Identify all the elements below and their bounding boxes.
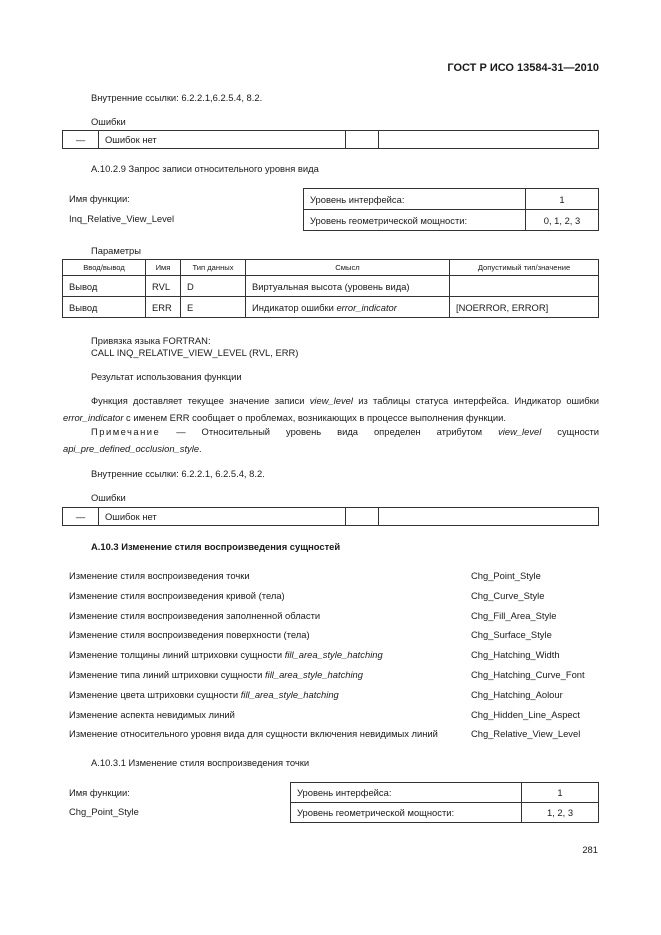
param-allowed-cell: [NOERROR, ERROR]	[450, 297, 599, 318]
level-table	[290, 782, 599, 823]
list-item-description	[69, 649, 383, 660]
function-label: Имя функции:	[69, 193, 130, 204]
col-header: Смысл	[246, 260, 450, 276]
list-item-description	[69, 709, 235, 720]
function-name: Inq_Relative_View_Level	[69, 213, 175, 224]
errors-code-cell: —	[63, 508, 99, 526]
fortran-label: Привязка языка FORTRAN:	[91, 335, 211, 346]
param-meaning-text: Индикатор ошибки	[252, 301, 337, 313]
list-item-italic: fill_area_style_hatching	[240, 688, 339, 700]
list-item-description	[69, 570, 250, 581]
list-item-italic: fill_area_style_hatching	[265, 669, 363, 680]
result-title: Результат использования функции	[91, 371, 242, 382]
param-allowed-cell	[450, 276, 599, 297]
param-type-cell: D	[181, 276, 246, 297]
section-title: А.10.3 Изменение стиля воспроизведения сущностей	[91, 541, 341, 552]
list-item-text: Изменение толщины линий штриховки сущности	[69, 649, 285, 661]
table-row	[291, 803, 599, 823]
errors-code-cell: —	[63, 131, 99, 149]
errors-table	[62, 130, 599, 149]
params-title: Параметры	[91, 245, 141, 256]
list-item-description	[69, 669, 363, 680]
note-text: — Относительный уровень вида определен атрибутом	[160, 426, 499, 437]
level-label-cell: Уровень геометрической мощности:	[304, 210, 526, 231]
param-io-cell: Вывод	[63, 297, 146, 318]
desc-italic: error_indicator	[63, 412, 124, 423]
note-text: .	[199, 443, 202, 454]
list-item-text: Изменение стиля воспроизведения поверхности (тела)	[69, 629, 310, 641]
list-item-text: Изменение стиля воспроизведения точки	[69, 570, 250, 581]
standard-header: ГОСТ Р ИСО 13584-31—2010	[447, 62, 599, 74]
col-header: Тип данных	[181, 260, 246, 276]
list-item-description	[69, 728, 438, 739]
table-row	[63, 131, 599, 149]
desc-italic: view_level	[309, 395, 353, 406]
level-label-cell: Уровень геометрической мощности:	[291, 803, 522, 823]
list-item-function-name: Chg_Hatching_Curve_Font	[471, 669, 585, 680]
list-item-text: Изменение аспекта невидимых линий	[69, 708, 235, 720]
param-io-cell: Вывод	[63, 276, 146, 297]
list-item-description	[69, 610, 320, 621]
desc-text: с именем ERR сообщает о проблемах, возникающих в процессе выполнения функции.	[123, 412, 506, 423]
list-item-function-name: Chg_Curve_Style	[471, 589, 545, 601]
list-item-text: Изменение стиля воспроизведения заполненной области	[69, 609, 321, 621]
desc-text: из таблицы статуса интерфейса. Индикатор ошибки	[352, 395, 600, 406]
list-item-function-name: Chg_Fill_Area_Style	[471, 609, 557, 621]
param-name-cell: ERR	[146, 297, 181, 318]
col-header: Ввод/вывод	[63, 260, 146, 276]
table-row	[63, 508, 599, 526]
table-row	[291, 783, 599, 803]
list-item-function-name: Chg_Relative_View_Level	[471, 728, 581, 740]
errors-text-cell: Ошибок нет	[99, 508, 346, 526]
level-table	[303, 188, 599, 231]
list-item-text: Изменение относительного уровня вида для сущности включения невидимых линий	[69, 728, 438, 740]
note-italic: api_pre_defined_occlusion_style	[63, 443, 200, 454]
col-header: Допустимый тип/значение	[450, 260, 599, 276]
internal-refs-text: Внутренние ссылки: 6.2.2.1, 6.2.5.4, 8.2.	[91, 468, 265, 479]
param-type-cell: E	[181, 297, 246, 318]
list-item-text: Изменение цвета штриховки сущности	[69, 688, 241, 700]
page-number: 281	[582, 844, 598, 855]
list-item-function-name: Chg_Hatching_Aolour	[471, 688, 563, 700]
function-name: Chg_Point_Style	[69, 806, 139, 817]
errors-empty-cell	[346, 508, 379, 526]
param-meaning-text: Виртуальная высота (уровень вида)	[252, 280, 410, 292]
level-label-cell: Уровень интерфейса:	[304, 189, 526, 210]
list-item-function-name: Chg_Hatching_Width	[471, 649, 560, 661]
col-header: Имя	[146, 260, 181, 276]
param-meaning-italic: error_indicator	[336, 301, 397, 313]
errors-empty-cell	[379, 131, 599, 149]
errors-title: Ошибки	[91, 492, 126, 503]
param-meaning-cell	[246, 276, 450, 297]
level-value-cell: 1	[522, 783, 599, 803]
fortran-call: CALL INQ_RELATIVE_VIEW_LEVEL (RVL, ERR)	[91, 347, 299, 358]
note-italic: view_level	[498, 426, 542, 437]
list-item-text: Изменение типа линий штриховки сущности	[69, 669, 265, 680]
table-row	[304, 210, 599, 231]
note-paragraph	[63, 423, 599, 457]
errors-text-cell: Ошибок нет	[99, 131, 346, 149]
section-title: А.10.3.1 Изменение стиля воспроизведения точки	[91, 757, 310, 768]
param-meaning-cell	[246, 297, 450, 318]
list-item-text: Изменение стиля воспроизведения кривой (тела)	[69, 589, 285, 601]
errors-empty-cell	[379, 508, 599, 526]
list-item-description	[69, 629, 310, 640]
list-item-function-name: Chg_Hidden_Line_Aspect	[471, 708, 580, 720]
level-value-cell: 1, 2, 3	[522, 803, 599, 823]
level-value-cell: 0, 1, 2, 3	[526, 210, 599, 231]
note-label: Примечание	[91, 426, 161, 437]
list-item-function-name: Chg_Point_Style	[471, 570, 541, 581]
list-item-italic: fill_area_style_hatching	[284, 649, 383, 661]
level-label-cell: Уровень интерфейса:	[291, 783, 522, 803]
table-row	[304, 189, 599, 210]
desc-text: Функция доставляет текущее значение записи	[91, 395, 310, 406]
table-header-row	[63, 260, 599, 276]
errors-empty-cell	[346, 131, 379, 149]
list-item-description	[69, 689, 339, 700]
level-value-cell: 1	[526, 189, 599, 210]
list-item-description	[69, 590, 285, 601]
params-table	[62, 259, 599, 318]
errors-table	[62, 507, 599, 526]
internal-refs-text: Внутренние ссылки: 6.2.2.1,6.2.5.4, 8.2.	[91, 92, 263, 103]
section-title: А.10.2.9 Запрос записи относительного уровня вида	[91, 163, 319, 174]
errors-title: Ошибки	[91, 116, 126, 127]
function-label: Имя функции:	[69, 787, 130, 798]
table-row	[63, 276, 599, 297]
list-item-function-name: Chg_Surface_Style	[471, 629, 552, 641]
param-name-cell: RVL	[146, 276, 181, 297]
description-paragraph	[63, 392, 599, 426]
table-row	[63, 297, 599, 318]
note-text: сущности	[541, 426, 599, 437]
